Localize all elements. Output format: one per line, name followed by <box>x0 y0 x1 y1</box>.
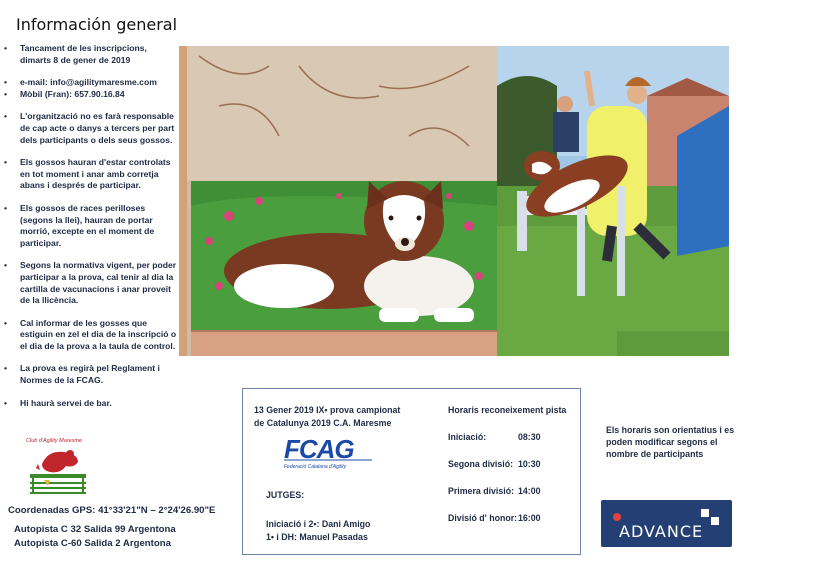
schedule-time-2: 10:30 <box>518 459 541 469</box>
list-item: • Segons la normativa vigent, per poder participar a la prova, cal tenir al dia la cartilla de vacunacions i anar proveït de la llicència. <box>4 260 180 306</box>
list-item: • e-mail: info@agilitymaresme.com <box>4 77 180 89</box>
road-directions-1: Autopista C 32 Salida 99 Argentona <box>14 524 176 535</box>
fcag-logo <box>282 434 374 474</box>
sponsor-square-icon <box>701 509 709 517</box>
sponsor-dot-icon <box>613 513 621 521</box>
schedule-header: Horaris reconeixement pista <box>448 405 567 415</box>
sponsor-square-icon <box>711 517 719 525</box>
list-item: • Cal informar de les gosses que estiguin en zel el dia de la inscripció o el dia de la prova a la taula de control. <box>4 318 180 353</box>
schedule-note: Els horaris son orientatius i es poden modificar segons el nombre de participants <box>606 425 735 459</box>
list-item: • L'organització no es farà responsable de cap acte o danys a tercers per part dels participants o dels seus gossos. <box>4 111 180 146</box>
schedule-label-3: Primera divisió: <box>448 486 515 496</box>
schedule-label-2: Segona divisió: <box>448 459 514 469</box>
club-logo <box>22 434 92 498</box>
schedule-time-3: 14:00 <box>518 486 541 496</box>
page-title: Información general <box>16 15 178 34</box>
event-title-line2: de Catalunya 2019 C.A. Maresme <box>254 418 392 428</box>
list-item: • Els gossos hauran d'estar controlats en tot moment i anar amb corretja abans i després de participar. <box>4 157 180 192</box>
list-item: • La prova es regirà pel Reglament i Normes de la FCAG. <box>4 363 180 386</box>
judge-1: Iniciació i 2•: Dani Amigo <box>266 519 371 529</box>
list-item: • Els gossos de races perilloses (segons la llei), hauran de portar morrió, excepte en el moment de participar. <box>4 203 180 249</box>
schedule-time-1: 08:30 <box>518 432 541 442</box>
sponsor-name: ADVANCE <box>619 522 704 541</box>
list-item: • Tancament de les inscripcions, dimarts 8 de gener de 2019 <box>4 43 180 66</box>
svg-text:Federació Catalana d'Agility: Federació Catalana d'Agility <box>284 464 347 470</box>
list-item: • Hi haurà servei de bar. <box>4 398 180 410</box>
gps-coordinates: Coordenadas GPS: 41°33'21"N – 2°24'26.90"E <box>8 505 216 516</box>
dog-lying-photo <box>179 46 497 356</box>
list-item: • Mòbil (Fran): 657.90.16.84 <box>4 89 180 101</box>
info-list <box>4 43 180 420</box>
advance-sponsor-logo <box>601 500 732 547</box>
schedule-label-1: Iniciació: <box>448 432 487 442</box>
schedule-label-4: Divisió d' honor: <box>448 513 518 523</box>
schedule-time-4: 16:00 <box>518 513 541 523</box>
judges-label: JUTGES: <box>266 490 305 500</box>
road-directions-2: Autopista C-60 Salida 2 Argentona <box>14 538 171 549</box>
agility-jump-photo <box>497 46 729 356</box>
judge-2: 1• i DH: Manuel Pasadas <box>266 532 368 542</box>
svg-text:Club d'Agility Maresme: Club d'Agility Maresme <box>26 438 83 444</box>
event-title-line1: 13 Gener 2019 IX• prova campionat <box>254 405 401 415</box>
svg-text:FCAG: FCAG <box>284 434 354 464</box>
